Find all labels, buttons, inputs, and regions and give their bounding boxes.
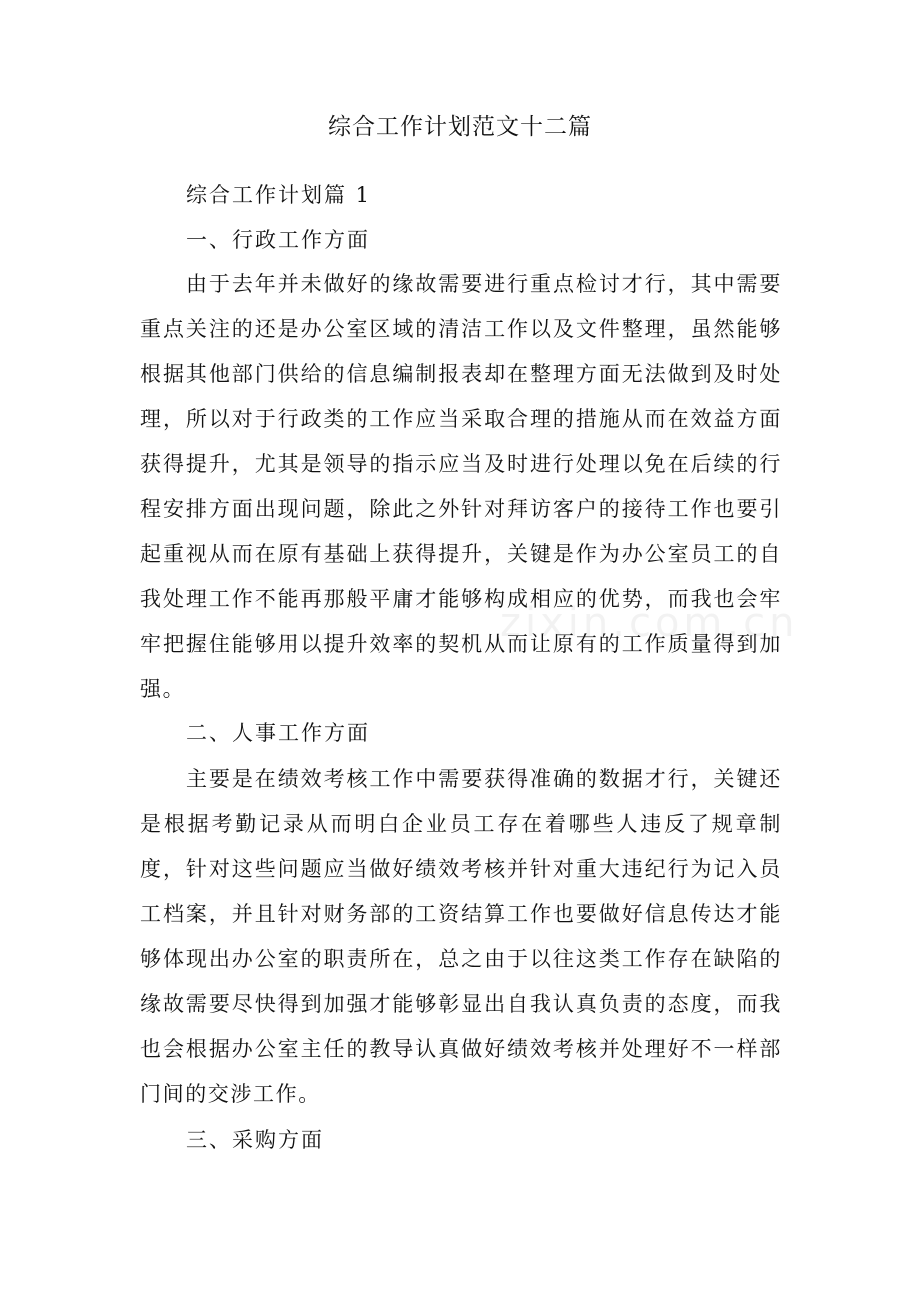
section-heading: 综合工作计划篇 1 <box>186 183 372 207</box>
paragraph-administration: 由于去年并未做好的缘故需要进行重点检讨才行，其中需要重点关注的还是办公室区域的清洁工作以及文件整理，虽然能够根据其他部门供给的信息编制报表却在整理方面无法做到及时处理，所以对于行政类的工作应当采取合理的措施从而在效益方面获得提升，尤其是领导的指示应当及时进行处理以免在后续的行程安排方面出现问题，除此之外针对拜访客户的接待工作也要引起重视从而在原有基础上获得提升，关键是作为办公室员工的自我处理工作不能再那般平庸才能够构成相应的优势，而我也会牢牢把握住能够用以提升效率的契机从而让原有的工作质量得到加强。 <box>140 272 782 701</box>
document-title: 综合工作计划范文十二篇 <box>328 114 592 140</box>
subheading-administration: 一、行政工作方面 <box>186 228 370 252</box>
watermark-text: zixin.com.cn <box>500 600 799 646</box>
paragraph-personnel: 主要是在绩效考核工作中需要获得准确的数据才行，关键还是根据考勤记录从而明白企业员工存在着哪些人违反了规章制度，针对这些问题应当做好绩效考核并针对重大违纪行为记入员工档案，并且针对财务部的工资结算工作也要做好信息传达才能够体现出办公室的职责所在，总之由于以往这类工作存在缺陷的缘故需要尽快得到加强才能够彰显出自我认真负责的态度，而我也会根据办公室主任的教导认真做好绩效考核并处理好不一样部门间的交涉工作。 <box>140 767 782 1106</box>
subheading-procurement: 三、采购方面 <box>186 1128 324 1152</box>
subheading-personnel: 二、人事工作方面 <box>186 721 370 745</box>
